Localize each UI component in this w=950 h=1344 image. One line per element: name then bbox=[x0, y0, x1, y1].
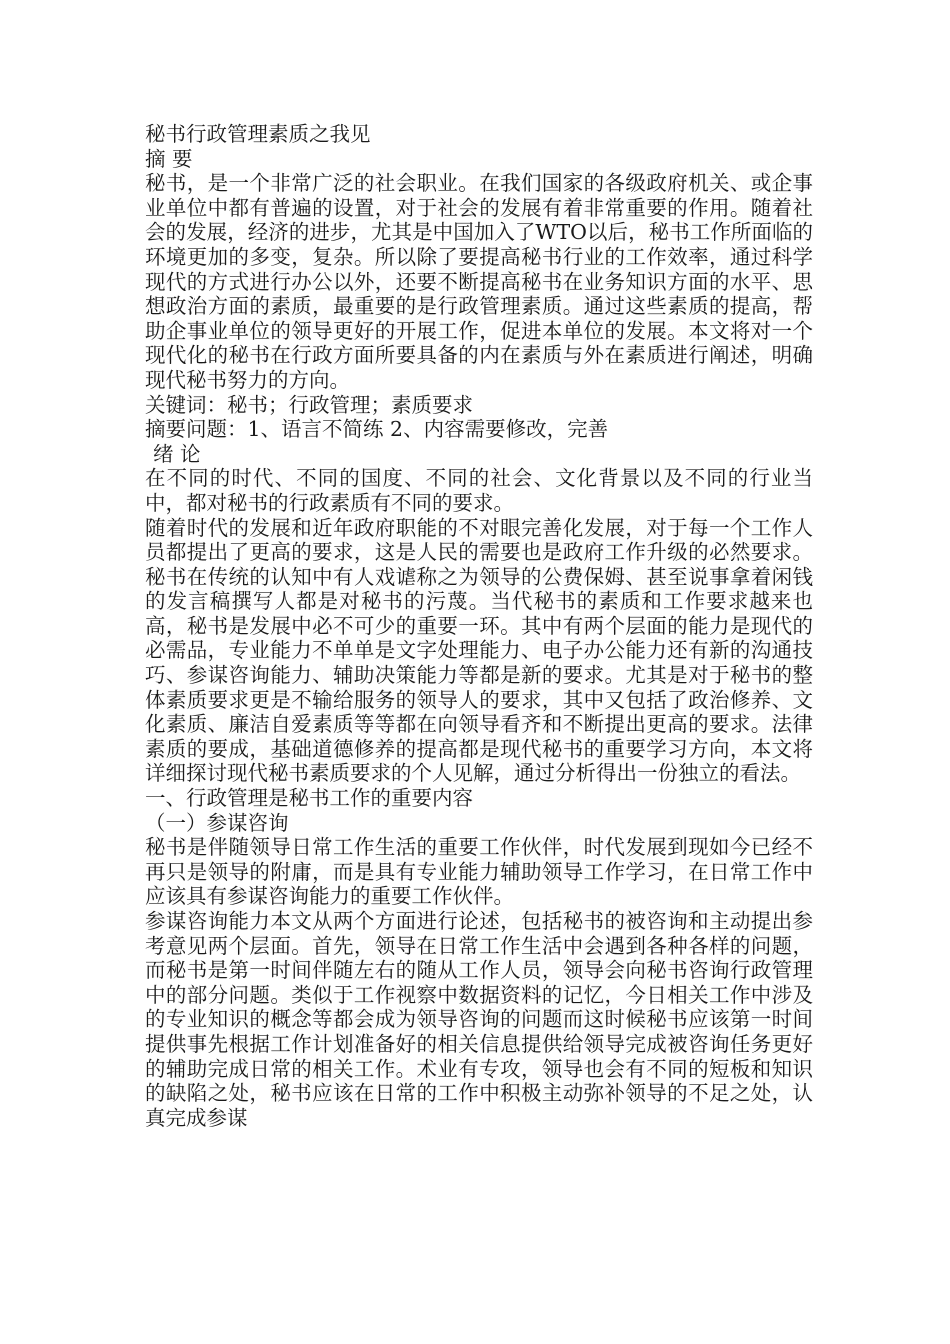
document-title: 秘书行政管理素质之我见 bbox=[145, 122, 371, 146]
intro-paragraph-2: 随着时代的发展和近年政府职能的不对眼完善化发展，对于每一个工作人员都提出了更高的要求，这是人民的需要也是政府工作升级的必然要求。秘书在传统的认知中有人戏谑称之为领导的公费保姆、甚至说事拿着闲钱的发言稿撰写人都是对秘书的污蔑。当代秘书的素质和工作要求越来也高，秘书是发展中必不可少的重要一环。其中有两个层面的能力是现代的必需品，专业能力不单单是文字处理能力、电子办公能力还有新的沟通技巧、参谋咨询能力、辅助决策能力等都是新的要求。尤其是对于秘书的整体素质要求更是不输给服务的领导人的要求，其中又包括了政治修养、文化素质、廉洁自爱素质等等都在向领导看齐和不断提出更高的要求。法律素质的要成，基础道德修养的提高都是现代秘书的重要学习方向，本文将详细探讨现代秘书素质要求的个人见解，通过分析得出一份独立的看法。 bbox=[145, 515, 813, 786]
intro-paragraph-1: 在不同的时代、不同的国度、不同的社会、文化背景以及不同的行业当中，都对秘书的行政素质有不同的要求。 bbox=[145, 466, 813, 515]
intro-heading: 绪 论 bbox=[153, 441, 201, 466]
abstract-heading: 摘 要 bbox=[145, 146, 193, 171]
document-page bbox=[145, 122, 813, 1130]
keywords-line: 关键词：秘书；行政管理；素质要求 bbox=[145, 392, 473, 417]
abstract-issues-line: 摘要问题：1、语言不简练 2、内容需要修改，完善 bbox=[145, 417, 609, 442]
abstract-body: 秘书，是一个非常广泛的社会职业。在我们国家的各级政府机关、或企事业单位中都有普遍的设置，对于社会的发展有着非常重要的作用。随着社会的发展，经济的进步，尤其是中国加入了WTO以后，秘书工作所面临的环境更加的多变，复杂。所以除了要提高秘书行业的工作效率，通过科学现代的方式进行办公以外，还要不断提高秘书在业务知识方面的水平、思想政治方面的素质，最重要的是行政管理素质。通过这些素质的提高，帮助企事业单位的领导更好的开展工作，促进本单位的发展。本文将对一个现代化的秘书在行政方面所要具备的内在素质与外在素质进行阐述，明确现代秘书努力的方向。 bbox=[145, 171, 813, 392]
section-1-1-paragraph-2: 参谋咨询能力本文从两个方面进行论述，包括秘书的被咨询和主动提出参考意见两个层面。首先，领导在日常工作生活中会遇到各种各样的问题，而秘书是第一时间伴随左右的随从工作人员，领导会向秘书咨询行政管理中的部分问题。类似于工作视察中数据资料的记忆，今日相关工作中涉及的专业知识的概念等都会成为领导咨询的问题而这时候秘书应该第一时间提供事先根据工作计划准备好的相关信息提供给领导完成被咨询任务更好的辅助完成日常的相关工作。术业有专攻，领导也会有不同的短板和知识的缺陷之处，秘书应该在日常的工作中积极主动弥补领导的不足之处，认真完成参谋 bbox=[145, 909, 813, 1130]
section-1-1-heading: （一）参谋咨询 bbox=[145, 810, 289, 835]
section-1-1-paragraph-1: 秘书是伴随领导日常工作生活的重要工作伙伴，时代发展到现如今已经不再只是领导的附庸，而是具有专业能力辅助领导工作学习，在日常工作中应该具有参谋咨询能力的重要工作伙伴。 bbox=[145, 835, 813, 909]
section-1-heading: 一、行政管理是秘书工作的重要内容 bbox=[145, 786, 473, 811]
